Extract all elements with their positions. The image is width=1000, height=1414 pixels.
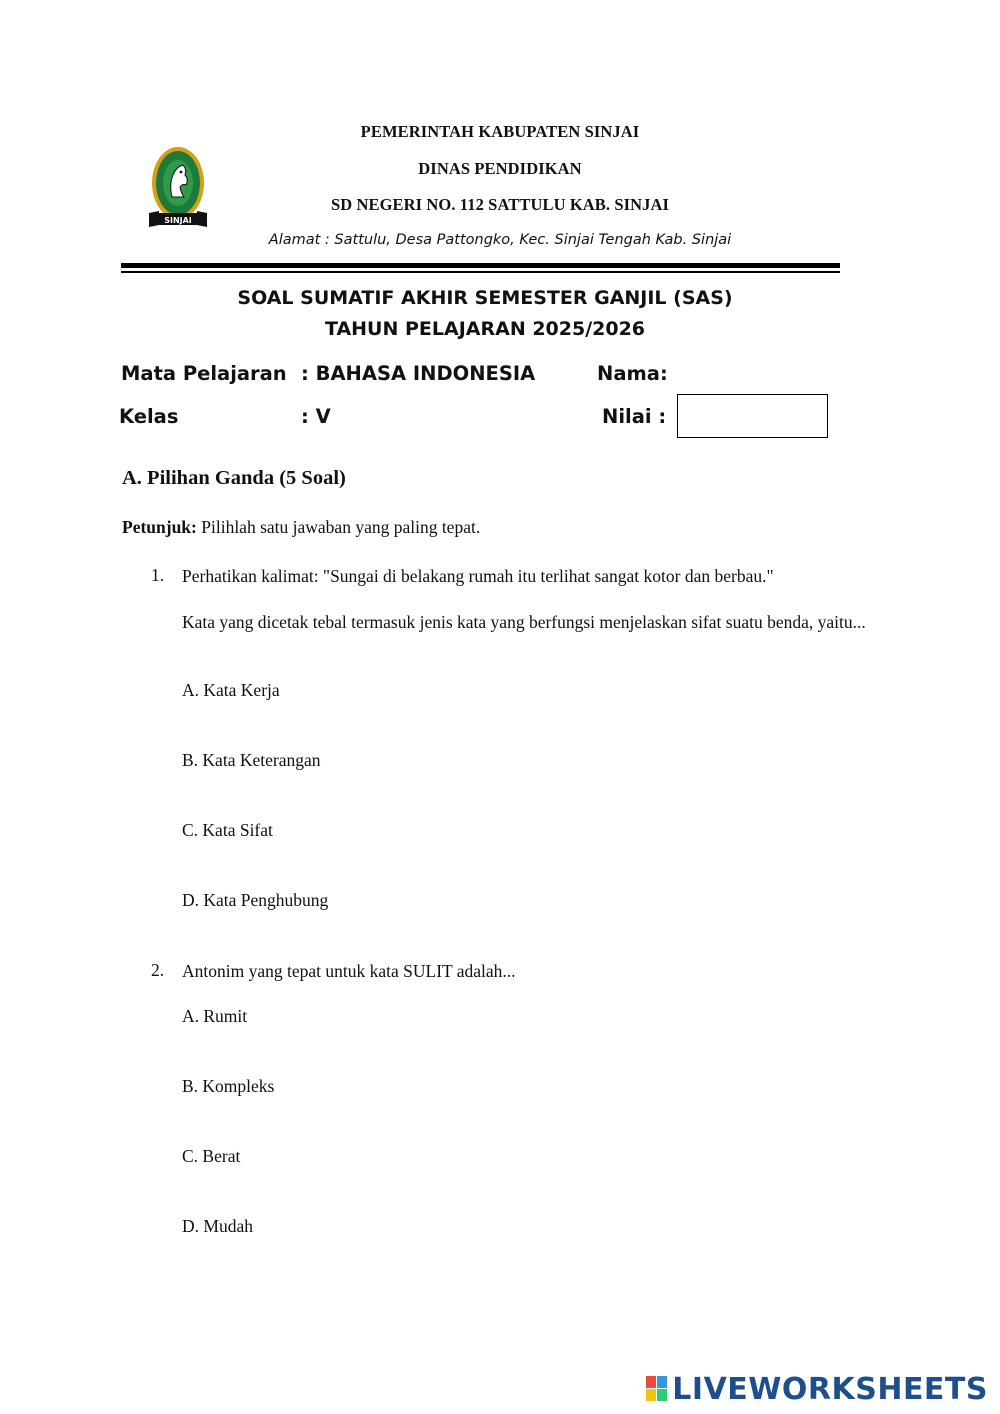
answer-option[interactable]: D. Kata Penghubung	[182, 890, 329, 910]
question-text: Perhatikan kalimat: "Sungai di belakang rumah itu terlihat sangat kotor dan berbau."	[182, 566, 774, 586]
answer-option[interactable]: A. Rumit	[182, 1006, 248, 1026]
answer-option[interactable]: D. Mudah	[182, 1216, 253, 1236]
liveworksheets-icon	[646, 1375, 668, 1410]
answer-option[interactable]: C. Kata Sifat	[182, 820, 273, 840]
score-label: Nilai :	[602, 405, 667, 428]
header-divider-thick	[121, 263, 840, 268]
subject-value: : BAHASA INDONESIA	[301, 362, 536, 385]
question-number: 2.	[151, 960, 165, 980]
class-label: Kelas	[119, 405, 179, 428]
question-number: 1.	[151, 565, 165, 585]
question-text-detail: Kata yang dicetak tebal termasuk jenis kata yang berfungsi menjelaskan sifat suatu benda, yaitu...	[182, 612, 866, 632]
logo-ribbon-text: SINJAI	[164, 216, 192, 225]
exam-title: SOAL SUMATIF AKHIR SEMESTER GANJIL (SAS)	[237, 287, 733, 309]
header-line-department: DINAS PENDIDIKAN	[418, 159, 582, 178]
instruction	[122, 517, 480, 538]
answer-option[interactable]: A. Kata Kerja	[182, 680, 280, 700]
name-label: Nama:	[597, 362, 668, 385]
answer-option[interactable]: B. Kata Keterangan	[182, 750, 321, 770]
instruction-text: Pilihlah satu jawaban yang paling tepat.	[196, 517, 481, 537]
header-line-government: PEMERINTAH KABUPATEN SINJAI	[360, 122, 640, 141]
instruction-label: Petunjuk:	[122, 517, 197, 537]
subject-label: Mata Pelajaran	[121, 362, 287, 385]
question-text: Antonim yang tepat untuk kata SULIT adalah...	[182, 961, 516, 981]
section-title: A. Pilihan Ganda (5 Soal)	[122, 467, 346, 489]
answer-option[interactable]: C. Berat	[182, 1146, 241, 1166]
liveworksheets-name: LIVEWORKSHEETS	[672, 1372, 988, 1407]
header-divider-thin	[121, 271, 840, 273]
answer-option[interactable]: B. Kompleks	[182, 1076, 275, 1096]
score-box[interactable]	[677, 394, 828, 438]
header-line-school: SD NEGERI NO. 112 SATTULU KAB. SINJAI	[330, 195, 670, 214]
header-address: Alamat : Sattulu, Desa Pattongko, Kec. Sinjai Tengah Kab. Sinjai	[268, 232, 732, 248]
liveworksheets-logo	[646, 1372, 988, 1410]
exam-year: TAHUN PELAJARAN 2025/2026	[324, 318, 646, 340]
class-value: : V	[301, 405, 331, 428]
